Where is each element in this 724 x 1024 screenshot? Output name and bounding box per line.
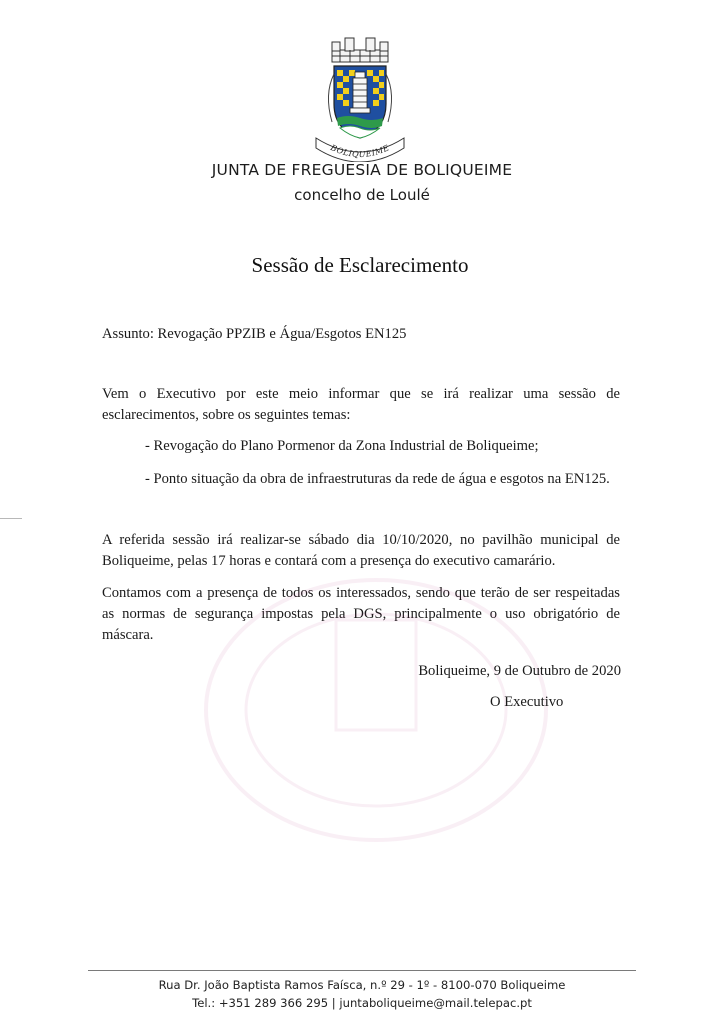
margin-fold-mark (0, 518, 22, 519)
organization-name: JUNTA DE FREGUESIA DE BOLIQUEIME (211, 161, 513, 179)
topic-item: - Ponto situação da obra de infraestruturas da rede de água e esgotos na EN125. (145, 471, 610, 487)
municipality-name: concelho de Loulé (294, 186, 430, 204)
subject-line: Assunto: Revogação PPZIB e Água/Esgotos EN125 (102, 326, 407, 342)
topic-item: - Revogação do Plano Pormenor da Zona Industrial de Boliqueime; (145, 438, 539, 454)
attendance-note-paragraph: Contamos com a presença de todos os interessados, sendo que terão de ser respeitadas as normas de segurança impostas pela DGS, principalmente o uso obrigatório de máscara. (102, 585, 620, 643)
document-title: Sessão de Esclarecimento (251, 253, 469, 277)
footer-contact: Tel.: +351 289 366 295 | juntaboliqueime@mail.telepac.pt (192, 996, 532, 1010)
footer-divider (88, 970, 636, 971)
intro-paragraph: Vem o Executivo por este meio informar que se irá realizar uma sessão de esclarecimentos, sobre os seguintes temas: (102, 386, 620, 423)
mural-crown (332, 38, 388, 62)
place-and-date: Boliqueime, 9 de Outubro de 2020 (418, 663, 621, 679)
boliqueime-crest-logo (304, 34, 416, 162)
session-details-paragraph: A referida sessão irá realizar-se sábado dia 10/10/2020, no pavilhão municipal de Boliqueime, pelas 17 horas e contará com a presença do executivo camarário. (102, 532, 620, 569)
crest-motto: BOLIQUEIME (329, 143, 391, 160)
signature-line: O Executivo (490, 694, 564, 710)
tower (350, 72, 370, 113)
footer-address: Rua Dr. João Baptista Ramos Faísca, n.º 29 - 1º - 8100-070 Boliqueime (158, 978, 566, 992)
